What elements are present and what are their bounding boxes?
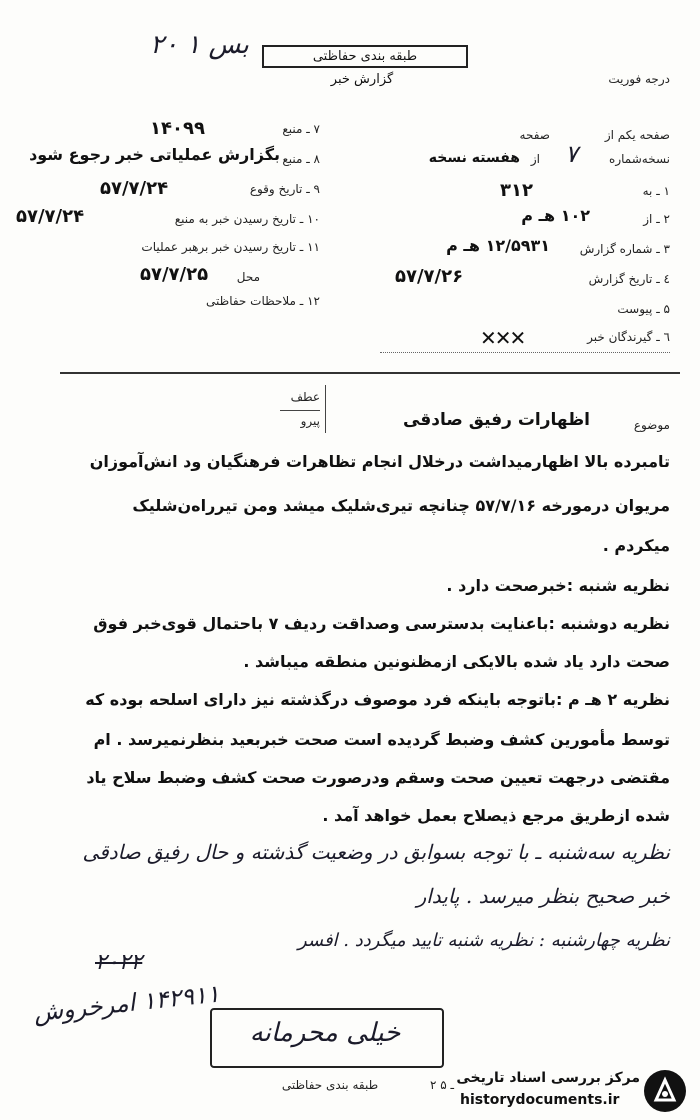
field-source-label: ۷ ـ منبع	[282, 122, 320, 136]
page-of-label: صفحه یکم از	[604, 128, 670, 142]
report-date-label: ٤ ـ تاریخ گزارش	[588, 272, 670, 286]
subject-value: اظهارات رفیق صادقی	[402, 410, 590, 430]
field-received-leader-label: ۱۱ ـ تاریخ رسیدن خبر برهبر عملیات	[141, 240, 320, 254]
body-line: صحت دارد یاد شده بالایکی ازمظنونین منطقه میباشد .	[243, 652, 670, 671]
to-value: ۳۱۲	[500, 180, 533, 201]
confidential-stamp-text: خیلی محرمانه	[249, 1018, 401, 1048]
left-scribble: ۲۰۲۲	[95, 950, 143, 975]
field-received-source-value: ۵۷/۷/۲۴	[16, 206, 85, 227]
field-place-value: ۵۷/۷/۲۵	[140, 264, 209, 285]
field-source2-label: ۸ ـ منبع	[282, 152, 320, 166]
classification-label: طبقه بندی حفاظتی	[312, 49, 418, 64]
body-line: نظریه دوشنبه :باعنایت بدسترسی وصداقت ردیف ۷ باحتمال قوی‌خبر فوق	[93, 614, 670, 633]
body-line: تامبرده بالا اظهارمیداشت درخلال انجام تظاهرات فرهنگیان ود انش‌آموزان	[89, 452, 670, 471]
from-label: ۲ ـ از	[643, 212, 670, 226]
divider-dotted	[380, 352, 670, 353]
from-value: ۱۰۲ هـ م	[521, 206, 590, 225]
page-label: صفحه	[519, 128, 550, 142]
field-source-value: ۱۴۰۹۹	[150, 118, 205, 139]
watermark-text: مرکز بررسی اسناد تاریخی	[456, 1070, 640, 1086]
recipients-scribble-icon: ✕✕✕	[480, 326, 525, 350]
body-line: میکردم .	[602, 536, 670, 555]
copy-number-hand: ۷	[565, 140, 578, 168]
report-title: گزارش خبر	[330, 72, 394, 87]
footer-classification: طبقه بندی حفاظتی	[281, 1078, 379, 1092]
subject-label: موضوع	[633, 418, 670, 432]
handwritten-note: نظریه سه‌شنبه ـ با توجه بسوابق در وضعیت گذشته و حال رفیق صادقی	[82, 840, 670, 864]
archive-number-hand: ۱۴۲۹۱۱ امرخروش	[32, 979, 221, 1027]
handwritten-note: نظریه چهارشنبه : نظریه شنبه تایید میگردد . افسر	[297, 930, 670, 951]
copy-total: هفسته نسخه	[428, 150, 520, 166]
field-security-notes-label: ۱۲ ـ ملاحظات حفاظتی	[206, 294, 320, 308]
handwritten-note: خبر صحیح بنظر میرسد . پایدار	[416, 884, 670, 908]
classification-stamp-top	[262, 45, 468, 68]
report-number-label: ۳ ـ شماره گزارش	[579, 242, 670, 256]
body-line: توسط مأمورین کشف وضبط گردیده است صحت خبربعید بنظرنمیرسد . ام	[93, 730, 670, 749]
body-line: نظریه شنبه :خبرصحت دارد .	[446, 576, 670, 595]
atf-label: عطف	[290, 390, 320, 404]
header-divider	[60, 372, 680, 374]
report-date-value: ۵۷/۷/۲۶	[395, 266, 464, 287]
report-number-value: ۱۲/۵۹۳۱ هـ م	[446, 236, 550, 255]
copy-of-label: از	[530, 152, 540, 166]
urgency-label: درجه فوریت	[608, 72, 670, 86]
watermark-logo-icon	[644, 1070, 686, 1112]
top-handwriting: ۲۰ ۱ بس	[150, 30, 249, 60]
field-source2-value: بگزارش عملیاتی خبر رجوع شود	[29, 145, 280, 164]
field-received-source-label: ۱۰ ـ تاریخ رسیدن خبر به منبع	[174, 212, 320, 226]
watermark-url: historydocuments.ir	[460, 1092, 620, 1108]
peyro-label: پیرو	[300, 414, 320, 428]
field-occurrence-date-label: ۹ ـ تاریخ وقوع	[249, 182, 320, 196]
recipients-label: ٦ ـ گیرندگان خبر	[587, 330, 670, 344]
attachment-label: ۵ ـ پیوست	[617, 302, 670, 316]
atf-underline	[280, 410, 320, 411]
field-occurrence-date-value: ۵۷/۷/۲۴	[100, 178, 169, 199]
body-line: شده ازطریق مرجع ذیصلاح بعمل خواهد آمد .	[322, 806, 670, 825]
atf-divider	[325, 385, 326, 433]
field-place-label: محل	[236, 270, 260, 284]
body-line: مریوان درمورخه ۵۷/۷/۱۶ چنانچه تیری‌شلیک میشد ومن تیرراه‌ن‌شلیک	[132, 496, 670, 515]
copy-number-label: نسخه‌شماره	[609, 152, 670, 166]
footer-page: ۲ ـ ۵	[430, 1078, 455, 1092]
to-label: ۱ ـ به	[642, 184, 670, 198]
body-line: نظریه ۲ هـ م :باتوجه باینکه فرد موصوف درگذشته نیز دارای اسلحه بوده که	[85, 690, 670, 709]
body-line: مقتضی درجهت تعیین صحت وسقم ودرصورت صحت کشف وضبط سلاح یاد	[86, 768, 670, 787]
